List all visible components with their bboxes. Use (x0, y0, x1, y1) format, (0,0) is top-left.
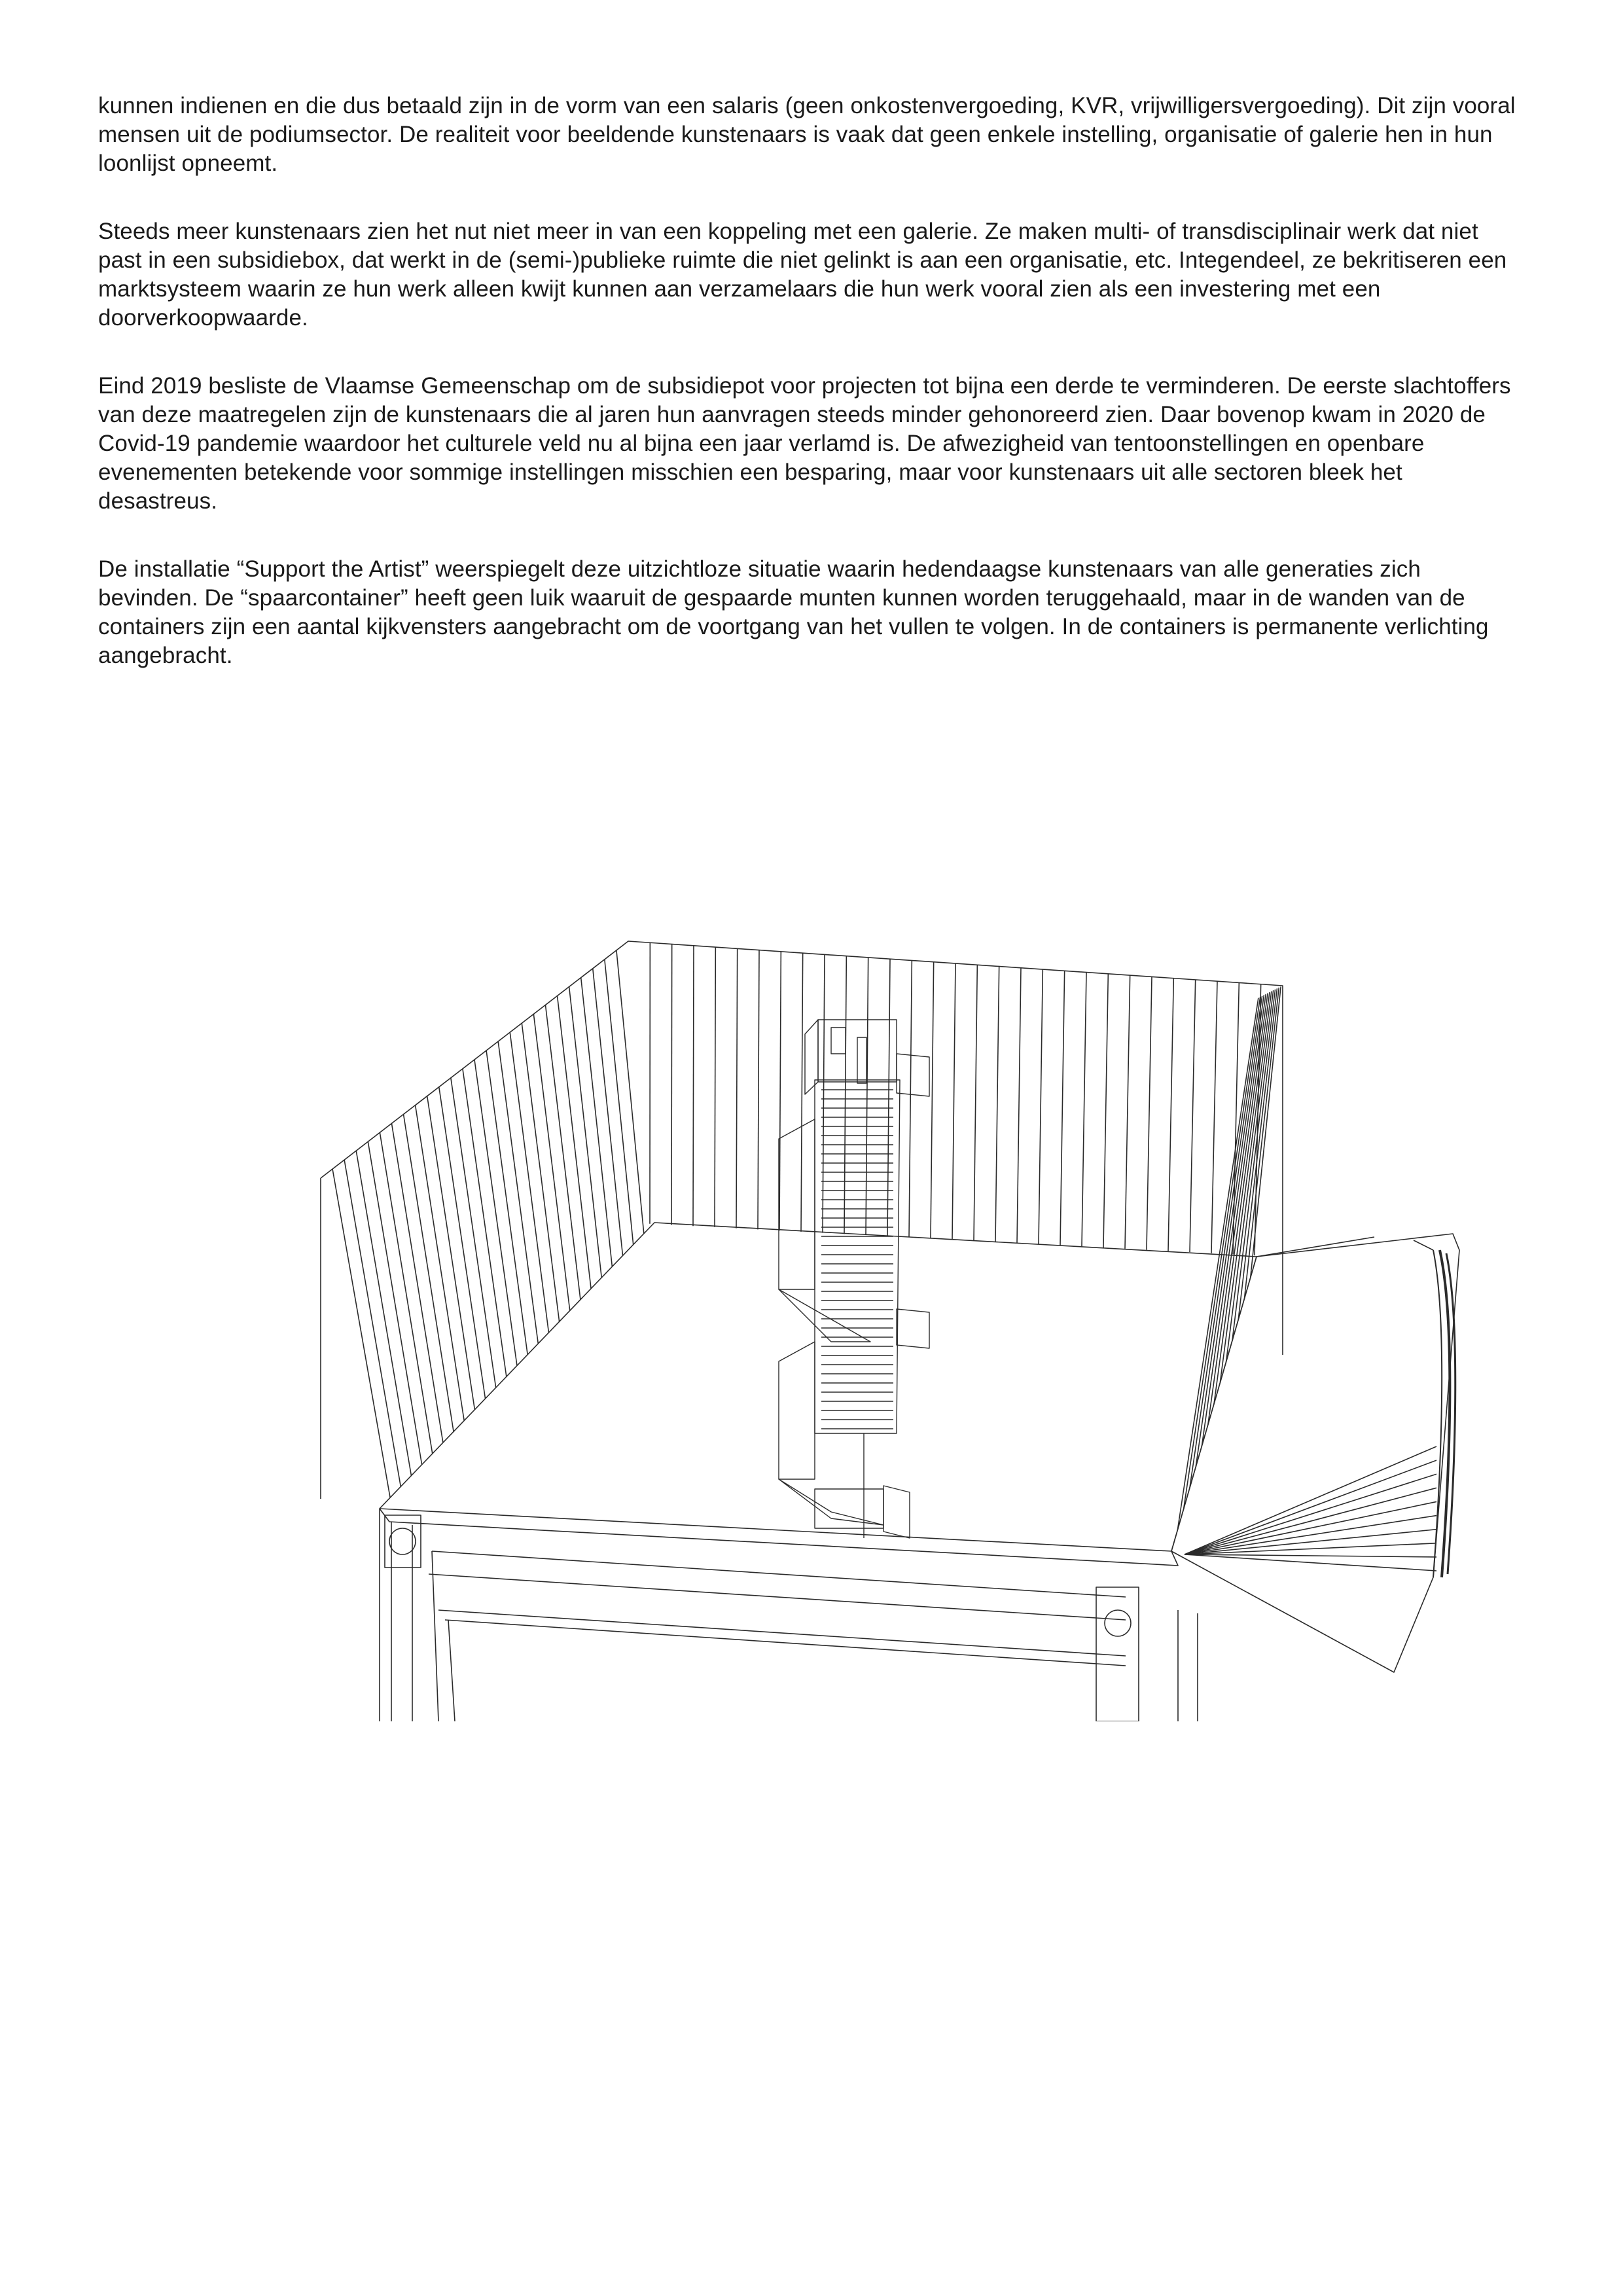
stair-treads (821, 1090, 893, 1429)
wall-slat (1196, 995, 1264, 1467)
wall-slat (380, 1132, 432, 1454)
wall-slat (404, 1115, 454, 1432)
wall-slat (1190, 996, 1262, 1488)
wall-slat (931, 962, 934, 1239)
wall-slat (823, 954, 825, 1232)
wall-slat (332, 1169, 390, 1498)
wall-slat (391, 1123, 442, 1443)
back-wall-slats (332, 942, 1261, 1498)
paragraph-4: De installatie “Support the Artist” weerspiegelt deze uitzichtloze situatie waarin hedendaagse kunstenaars van alle generaties zich bevinden. De “spaarcontainer” heeft geen luik waaruit de gespaarde munten kunnen worden teruggehaald, maar in de wanden van de containers zijn een aantal kijkvensters aangebracht om de voortgang van het vullen te volgen. In de containers is permanente verlichting aangebracht. (98, 556, 1489, 668)
wall-slat (1233, 982, 1239, 1254)
wall-slat (451, 1078, 496, 1388)
container-roof (380, 1223, 1257, 1566)
wall-slat (1190, 980, 1196, 1252)
wall-slat (510, 1032, 548, 1333)
wall-slat (1125, 975, 1130, 1249)
wall-slat (569, 987, 602, 1278)
wall-slat (693, 946, 694, 1226)
wall-slat (1147, 977, 1152, 1249)
wall-slat (356, 1151, 411, 1475)
wall-slat (474, 1060, 517, 1366)
wall-slat (439, 1087, 486, 1399)
wall-slat (736, 948, 738, 1228)
wall-slat (1177, 998, 1258, 1530)
paragraph-2: Steeds meer kunstenaars zien het nut niet meer in van een koppeling met een galerie. Ze maken multi- of transdisciplinair werk dat niet past in een subsidiebox, dat werkt in de (semi-)publieke ruimte die niet gelinkt is aan een organisatie, etc. Integendeel, ze bekritiseren een marktsysteem waarin ze hun werk alleen kwijt kunnen aan verzamelaars die hun werk vooral zien als een investering met een doorverkoopwaarde. (98, 219, 1507, 331)
wall-slat (1082, 973, 1086, 1247)
wall-slat (593, 969, 623, 1256)
wall-slat (1214, 992, 1270, 1404)
wall-slat (974, 965, 977, 1240)
wall-slat (1220, 992, 1272, 1383)
wall-slat (605, 960, 633, 1245)
paragraph-1: kunnen indienen en die dus betaald zijn in de vorm van een salaris (geen onkostenvergoeding, KVR, vrijwilligersvergoeding). Dit zijn vooral mensen uit de podiumsector. De realiteit voor beeldende kunstenaars is vaak dat geen enkele instelling, organisatie of galerie hen in hun loonlijst opneemt. (98, 93, 1516, 176)
wall-slat (671, 944, 672, 1225)
paragraph-3: Eind 2019 besliste de Vlaamse Gemeenschap om de subsidiepot voor projecten tot bijna een derde te verminderen. De eerste slachtoffers van deze maatregelen zijn de kunstenaars die al jaren hun aanvragen steeds minder gehonoreerd zien. Daar bovenop kwam in 2020 de Covid-19 pandemie waardoor het culturele veld nu al bijna een jaar verlamd is. De afwezigheid van tentoonstellingen en openbare evenementen betekende voor sommige instellingen misschien een besparing, maar voor kunstenaars uit alle sectoren bleek het desastreus. (98, 373, 1511, 514)
container-wireframe-drawing (308, 923, 1486, 1721)
side-ray (1185, 1501, 1436, 1554)
lower-container-frame (380, 1509, 1198, 1721)
wall-slat (844, 956, 846, 1234)
wall-slat (1017, 968, 1021, 1243)
wall-slat (1168, 978, 1173, 1251)
right-wall-slats (1177, 986, 1281, 1530)
side-ray (1185, 1460, 1436, 1554)
wall-slat (416, 1105, 465, 1421)
wall-slat (616, 950, 644, 1234)
side-rays (1185, 1446, 1436, 1571)
wall-slat (758, 950, 759, 1230)
wall-slat (866, 958, 868, 1235)
wall-slat (581, 978, 613, 1267)
wall-slat (1039, 969, 1043, 1244)
wall-slat (952, 963, 955, 1240)
side-ray (1185, 1446, 1436, 1554)
back-wall (321, 941, 1283, 1530)
wall-slat (463, 1069, 507, 1376)
corner-casting-left (389, 1528, 416, 1554)
body-text (98, 92, 1525, 709)
wall-slat (1060, 971, 1065, 1245)
wall-slat (909, 960, 912, 1237)
corner-casting-right (1105, 1610, 1131, 1636)
wall-slat (498, 1041, 538, 1344)
wall-slat (1211, 981, 1217, 1253)
wall-slat (486, 1050, 527, 1355)
wall-slat (1103, 974, 1108, 1247)
wall-slat (779, 952, 781, 1230)
wall-slat (995, 967, 999, 1242)
wall-slat (427, 1096, 475, 1410)
wall-slat (887, 959, 890, 1236)
wall-slat (801, 953, 803, 1232)
wireframe-svg (308, 923, 1486, 1721)
